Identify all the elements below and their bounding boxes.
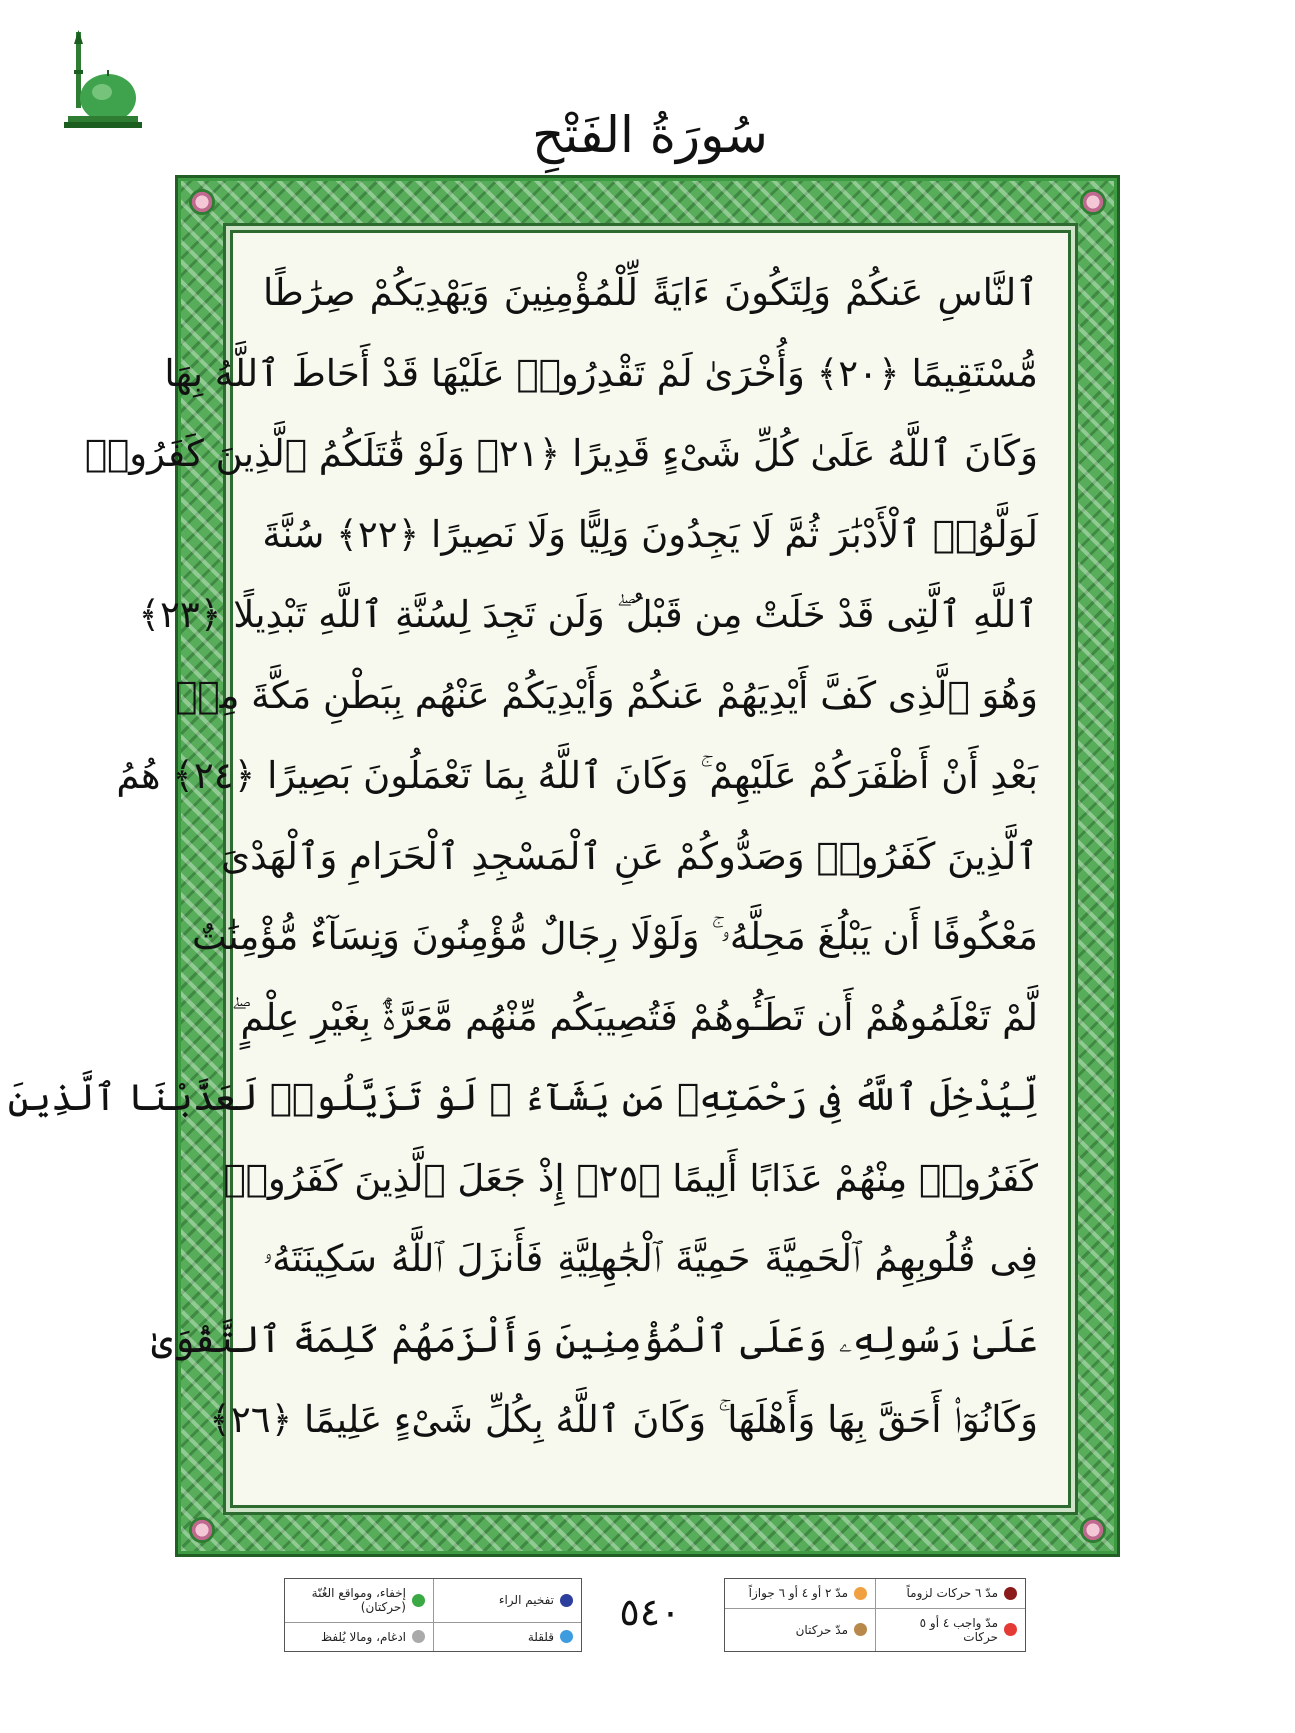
- color-dot-icon: [854, 1623, 867, 1636]
- corner-flower-icon: [1080, 189, 1106, 215]
- text-line: لَوَلَّوُا۟ ٱلْأَدْبَٰرَ ثُمَّ لَا يَجِدُونَ وَلِيًّا وَلَا نَصِيرًا ﴿٢٢﴾ سُنَّةَ: [262, 512, 1038, 556]
- corner-flower-icon: [189, 1517, 215, 1543]
- legend-item: [875, 1579, 1025, 1609]
- page-number: ٥٤٠: [619, 1590, 681, 1634]
- legend-label: تفخيم الراء: [498, 1593, 554, 1608]
- legend-label: إخفاء، ومواقع الغُنّة (حركتان): [311, 1586, 406, 1615]
- legend-label: مدّ ٦ حركات لزوماً: [906, 1586, 998, 1601]
- legend-item: [875, 1609, 1025, 1652]
- text-line: عَلَىٰ رَسُولِهِۦ وَعَلَى ٱلْمُؤْمِنِينَ وَأَلْزَمَهُمْ كَلِمَةَ ٱلتَّقْوَىٰ: [151, 1317, 1038, 1361]
- legend-item: [725, 1579, 875, 1609]
- corner-flower-icon: [189, 189, 215, 215]
- text-line: مُّسْتَقِيمًا ﴿٢٠﴾ وَأُخْرَىٰ لَمْ تَقْدِرُوا۟ عَلَيْهَا قَدْ أَحَاطَ ٱللَّهُ بِهَا: [164, 351, 1038, 395]
- text-line: ٱللَّهِ ٱلَّتِى قَدْ خَلَتْ مِن قَبْلُ ۖ وَلَن تَجِدَ لِسُنَّةِ ٱللَّهِ تَبْدِيلًا ﴿٢٣﴾: [138, 593, 1038, 636]
- text-line: كَفَرُوا۟ مِنْهُمْ عَذَابًا أَلِيمًا ﴿٢٥﴾ إِذْ جَعَلَ ٱلَّذِينَ كَفَرُوا۟: [223, 1156, 1038, 1200]
- legend-label: مدّ حركتان: [795, 1622, 848, 1637]
- text-line: لِّيُدْخِلَ ٱللَّهُ فِى رَحْمَتِهِۦ مَن يَشَآءُ ۚ لَوْ تَزَيَّلُوا۟ لَعَذَّبْنَا ٱلَّذِينَ: [7, 1076, 1038, 1119]
- legend-label: مدّ واجب ٤ أو ٥ حركات: [919, 1615, 998, 1644]
- color-dot-icon: [1004, 1587, 1017, 1600]
- text-panel: [7, 230, 1071, 1508]
- surah-title: سُورَةُ الفَتْحِ: [532, 106, 768, 164]
- color-dot-icon: [412, 1594, 425, 1607]
- tajweed-legend-right: [724, 1578, 1026, 1652]
- legend-item: [285, 1623, 433, 1652]
- legend-item: [433, 1579, 581, 1623]
- text-line: ٱلنَّاسِ عَنكُمْ وَلِتَكُونَ ءَايَةً لِّلْمُؤْمِنِينَ وَيَهْدِيَكُمْ صِرَٰطًا: [263, 271, 1038, 314]
- text-line: لَّمْ تَعْلَمُوهُمْ أَن تَطَـُٔوهُمْ فَتُصِيبَكُم مِّنْهُم مَّعَرَّةٌۢ بِغَيْرِ عِلْمٍ ۖ: [231, 995, 1038, 1039]
- text-line: وَهُوَ ٱلَّذِى كَفَّ أَيْدِيَهُمْ عَنكُمْ وَأَيْدِيَكُمْ عَنْهُم بِبَطْنِ مَكَّةَ مِنۢ: [175, 673, 1038, 717]
- color-dot-icon: [854, 1587, 867, 1600]
- legend-item: [433, 1623, 581, 1652]
- text-line: وَكَانَ ٱللَّهُ عَلَىٰ كُلِّ شَىْءٍ قَدِيرًا ﴿٢١﴾ وَلَوْ قَٰتَلَكُمُ ٱلَّذِينَ كَفَرُوا۟: [84, 432, 1038, 475]
- legend-label: ادغام، ومالا يُلفظ: [320, 1629, 406, 1644]
- color-dot-icon: [1004, 1623, 1017, 1636]
- legend-label: قلقلة: [527, 1629, 554, 1644]
- mosque-dome-icon: [58, 30, 142, 140]
- color-dot-icon: [412, 1630, 425, 1643]
- page-frame: [7, 175, 1120, 1557]
- corner-flower-icon: [1080, 1517, 1106, 1543]
- text-line: ٱلَّذِينَ كَفَرُوا۟ وَصَدُّوكُمْ عَنِ ٱلْمَسْجِدِ ٱلْحَرَامِ وَٱلْهَدْىَ: [221, 834, 1038, 878]
- legend-item: [725, 1609, 875, 1652]
- text-line: وَكَانُوٓا۟ أَحَقَّ بِهَا وَأَهْلَهَا ۚ وَكَانَ ٱللَّهُ بِكُلِّ شَىْءٍ عَلِيمًا ﴿٢٦﴾: [209, 1398, 1038, 1441]
- color-dot-icon: [560, 1594, 573, 1607]
- text-line: بَعْدِ أَنْ أَظْفَرَكُمْ عَلَيْهِمْ ۚ وَكَانَ ٱللَّهُ بِمَا تَعْمَلُونَ بَصِيرًا ﴿٢٤﴾ هُمُ: [116, 754, 1038, 797]
- tajweed-legend-left: [284, 1578, 582, 1652]
- text-line: مَعْكُوفًا أَن يَبْلُغَ مَحِلَّهُۥ ۚ وَلَوْلَا رِجَالٌ مُّؤْمِنُونَ وَنِسَآءٌ مُّؤْمِنَٰتٌ: [192, 915, 1038, 958]
- color-dot-icon: [560, 1630, 573, 1643]
- ayah-text: [7, 253, 1038, 1485]
- text-line: فِى قُلُوبِهِمُ ٱلْحَمِيَّةَ حَمِيَّةَ ٱلْجَٰهِلِيَّةِ فَأَنزَلَ ٱللَّهُ سَكِينَتَهُۥ: [263, 1237, 1038, 1280]
- legend-item: [285, 1579, 433, 1623]
- legend-label: مدّ ٢ أو ٤ أو ٦ جوازاً: [748, 1586, 848, 1601]
